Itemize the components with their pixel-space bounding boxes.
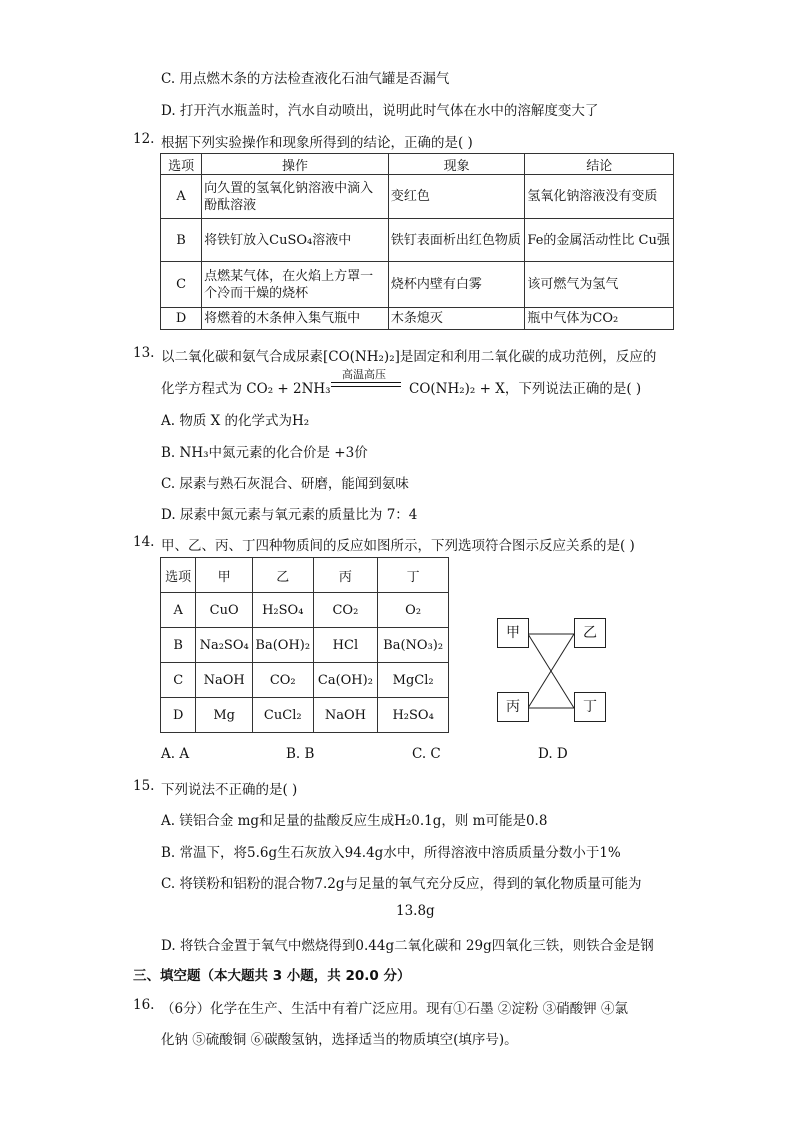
q14-option-b: B. B (286, 746, 315, 762)
table-cell: 向久置的氢氧化钠溶液中滴入酚酞溶液 (202, 175, 389, 219)
table-row (161, 219, 674, 262)
table-header: 丁 (378, 558, 449, 593)
table-row (161, 628, 449, 663)
q13-equation-right: CO(NH₂)₂ + X，下列说法正确的是( ) (409, 381, 642, 397)
q16-stem-line1: （6分）化学在生产、生活中有着广泛应用。现有①石墨 ②淀粉 ③硝酸钾 ④氯 (161, 1001, 628, 1017)
table-row (161, 663, 449, 698)
table-cell: CO₂ (313, 593, 378, 628)
table-cell: C (161, 262, 202, 308)
table-cell: 木条熄灭 (388, 308, 525, 330)
table-cell: C (161, 663, 196, 698)
q13-option-a: A. 物质 X 的化学式为H₂ (161, 413, 310, 429)
table-cell: H₂SO₄ (378, 698, 449, 733)
table-header: 现象 (388, 154, 525, 175)
table-row (161, 698, 449, 733)
q12-table (160, 153, 674, 330)
table-cell: 烧杯内壁有白雾 (388, 262, 525, 308)
table-cell: HCl (313, 628, 378, 663)
table-cell: Ba(OH)₂ (252, 628, 313, 663)
q15-option-c-cont: 13.8g (396, 903, 435, 919)
q12-number: 12. (133, 131, 155, 147)
table-cell: NaOH (196, 663, 253, 698)
table-row (161, 262, 674, 308)
q11-option-c: C. 用点燃木条的方法检查液化石油气罐是否漏气 (161, 71, 450, 87)
table-cell: 该可燃气为氢气 (525, 262, 674, 308)
q15-option-c: C. 将镁粉和铝粉的混合物7.2g与足量的氧气充分反应，得到的氧化物质量可能为 (161, 876, 642, 892)
table-cell: Ba(NO₃)₂ (378, 628, 449, 663)
table-cell: Mg (196, 698, 253, 733)
q16-number: 16. (133, 997, 155, 1013)
table-cell: A (161, 175, 202, 219)
table-cell: B (161, 219, 202, 262)
table-header-row (161, 154, 674, 175)
table-cell: D (161, 308, 202, 330)
q14-stem: 甲、乙、丙、丁四种物质间的反应如图所示，下列选项符合图示反应关系的是( ) (161, 538, 635, 554)
table-header: 丙 (313, 558, 378, 593)
q14-option-d: D. D (538, 746, 568, 762)
table-header-row (161, 558, 449, 593)
q13-option-b: B. NH₃中氮元素的化合价是 +3价 (161, 445, 368, 461)
table-header: 甲 (196, 558, 253, 593)
q11-option-d: D. 打开汽水瓶盖时，汽水自动喷出，说明此时气体在水中的溶解度变大了 (161, 103, 599, 119)
table-cell: H₂SO₄ (252, 593, 313, 628)
table-cell: CuO (196, 593, 253, 628)
table-cell: CO₂ (252, 663, 313, 698)
table-header: 操作 (202, 154, 389, 175)
diagram-node-ding: 丁 (574, 692, 606, 722)
q14-number: 14. (133, 534, 155, 550)
q13-option-d: D. 尿素中氮元素与氧元素的质量比为 7：4 (161, 507, 418, 523)
table-cell: NaOH (313, 698, 378, 733)
equation-equals-line (331, 386, 401, 387)
table-cell: D (161, 698, 196, 733)
q16-stem-line2: 化钠 ⑤硫酸铜 ⑥碳酸氢钠，选择适当的物质填空(填序号)。 (161, 1032, 518, 1048)
table-cell: CuCl₂ (252, 698, 313, 733)
table-cell: Na₂SO₄ (196, 628, 253, 663)
table-cell: O₂ (378, 593, 449, 628)
table-cell: 将燃着的木条伸入集气瓶中 (202, 308, 389, 330)
q13-reaction-condition: 高温高压 (342, 368, 386, 381)
q13-stem-line1: 以二氧化碳和氨气合成尿素[CO(NH₂)₂]是固定和利用二氧化碳的成功范例，反应的 (161, 349, 657, 365)
table-cell: MgCl₂ (378, 663, 449, 698)
table-cell: 铁钉表面析出红色物质 (388, 219, 525, 262)
table-cell: Ca(OH)₂ (313, 663, 378, 698)
equation-equals-line (331, 382, 401, 383)
q13-number: 13. (133, 345, 155, 361)
table-header: 选项 (161, 558, 196, 593)
table-header: 结论 (525, 154, 674, 175)
section-heading: 三、填空题（本大题共 3 小题，共 20.0 分） (133, 968, 411, 984)
diagram-node-bing: 丙 (497, 692, 529, 722)
table-cell: 氢氧化钠溶液没有变质 (525, 175, 674, 219)
q15-option-b: B. 常温下，将5.6g生石灰放入94.4g水中，所得溶液中溶质质量分数小于1% (161, 845, 621, 861)
diagram-node-yi: 乙 (574, 618, 606, 648)
table-cell: 点燃某气体，在火焰上方罩一个冷而干燥的烧杯 (202, 262, 389, 308)
table-cell: 瓶中气体为CO₂ (525, 308, 674, 330)
diagram-node-jia: 甲 (497, 618, 529, 648)
q12-stem: 根据下列实验操作和现象所得到的结论，正确的是( ) (161, 135, 473, 151)
table-cell: Fe的金属活动性比 Cu强 (525, 219, 674, 262)
q13-equation-left: 化学方程式为 CO₂ + 2NH₃ (161, 381, 331, 397)
q14-table (160, 557, 449, 733)
table-header: 选项 (161, 154, 202, 175)
q15-option-a: A. 镁铝合金 mg和足量的盐酸反应生成H₂0.1g，则 m可能是0.8 (161, 813, 548, 829)
q14-option-c: C. C (412, 746, 441, 762)
table-header: 乙 (252, 558, 313, 593)
q15-stem: 下列说法不正确的是( ) (161, 782, 298, 798)
table-row (161, 175, 674, 219)
q13-option-c: C. 尿素与熟石灰混合、研磨，能闻到氨味 (161, 476, 409, 492)
table-cell: B (161, 628, 196, 663)
q14-option-a: A. A (161, 746, 190, 762)
q15-option-d: D. 将铁合金置于氧气中燃烧得到0.44g二氧化碳和 29g四氧化三铁，则铁合金是钢 (161, 938, 654, 954)
q15-number: 15. (133, 778, 155, 794)
table-row (161, 308, 674, 330)
table-cell: 变红色 (388, 175, 525, 219)
table-row (161, 593, 449, 628)
table-cell: 将铁钉放入CuSO₄溶液中 (202, 219, 389, 262)
table-cell: A (161, 593, 196, 628)
